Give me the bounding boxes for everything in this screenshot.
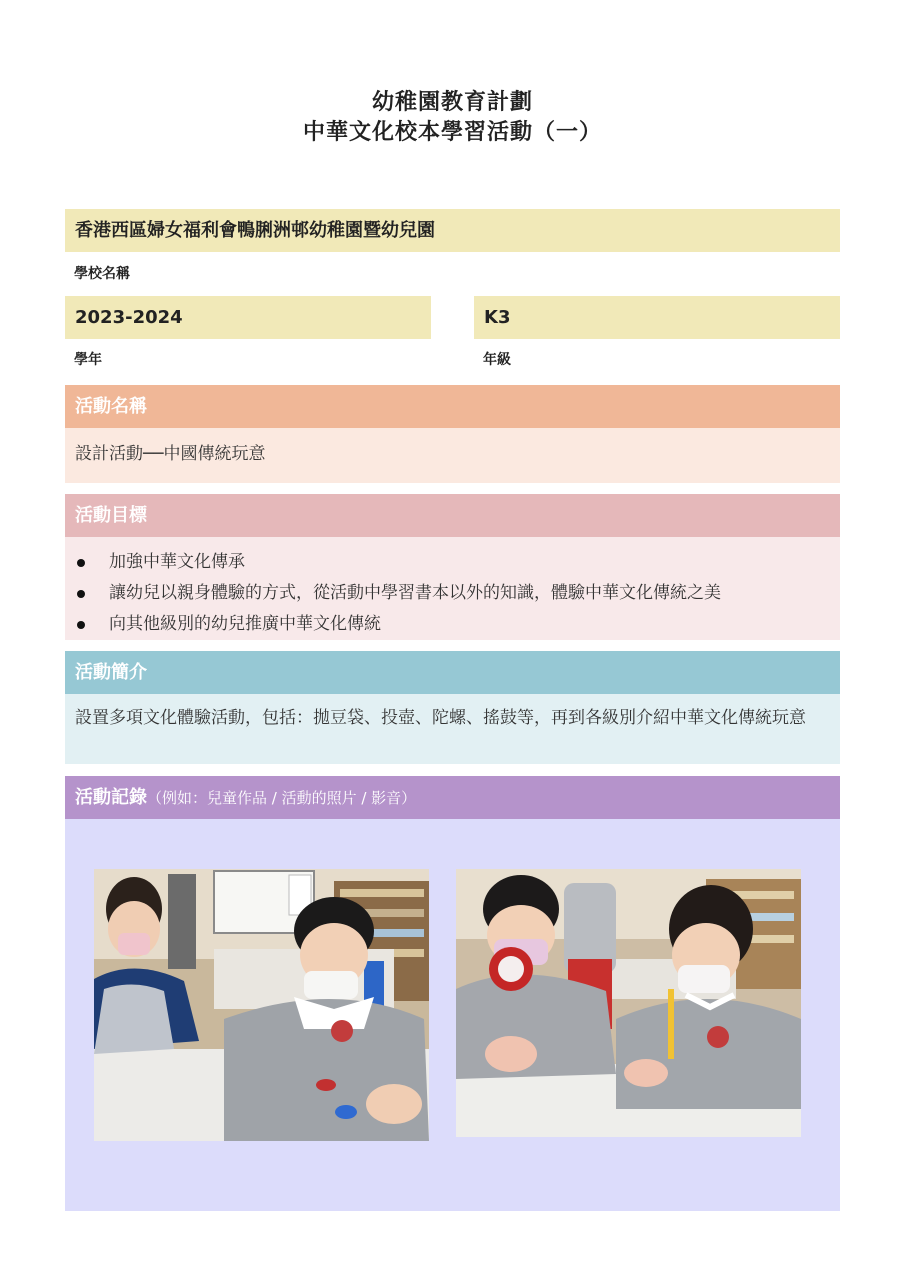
objective-text: 讓幼兒以親身體驗的方式，從活動中學習書本以外的知識，體驗中華文化傳統之美 xyxy=(109,583,721,603)
list-item xyxy=(75,578,830,609)
school-name-field: 香港西區婦女福利會鴨脷洲邨幼稚園暨幼兒園 xyxy=(65,209,840,252)
objective-text: 加強中華文化傳承 xyxy=(109,552,245,572)
grade-field: K3 xyxy=(474,296,840,339)
school-year-label: 學年 xyxy=(74,352,102,368)
bullet-icon xyxy=(77,621,85,629)
grade-label: 年級 xyxy=(483,352,511,368)
bullet-icon xyxy=(77,590,85,598)
photo-children-spinning-tops xyxy=(94,869,429,1141)
record-heading-note: （例如：兒童作品 / 活動的照片 / 影音） xyxy=(147,789,417,807)
activity-name-heading: 活動名稱 xyxy=(65,385,840,428)
title-line-2: 中華文化校本學習活動（一） xyxy=(302,120,602,145)
photo-children-rattle-drum xyxy=(456,869,801,1137)
bullet-icon xyxy=(77,559,85,567)
list-item xyxy=(75,609,830,640)
school-name-label: 學校名稱 xyxy=(74,266,130,282)
list-item xyxy=(75,547,830,578)
document-title xyxy=(0,88,905,148)
activity-name-value: 設計活動──中國傳統玩意 xyxy=(65,428,840,483)
objectives-body xyxy=(65,537,840,640)
title-line-1: 幼稚園教育計劃 xyxy=(371,90,533,115)
record-heading-title: 活動記錄 xyxy=(75,787,147,808)
objective-text: 向其他級別的幼兒推廣中華文化傳統 xyxy=(109,614,381,634)
objectives-heading: 活動目標 xyxy=(65,494,840,537)
record-heading xyxy=(65,776,840,819)
introduction-heading: 活動簡介 xyxy=(65,651,840,694)
school-year-field: 2023-2024 xyxy=(65,296,431,339)
introduction-text: 設置多項文化體驗活動，包括：拋豆袋、投壺、陀螺、搖鼓等，再到各級別介紹中華文化傳統玩意 xyxy=(65,694,840,764)
objectives-list xyxy=(75,547,830,640)
